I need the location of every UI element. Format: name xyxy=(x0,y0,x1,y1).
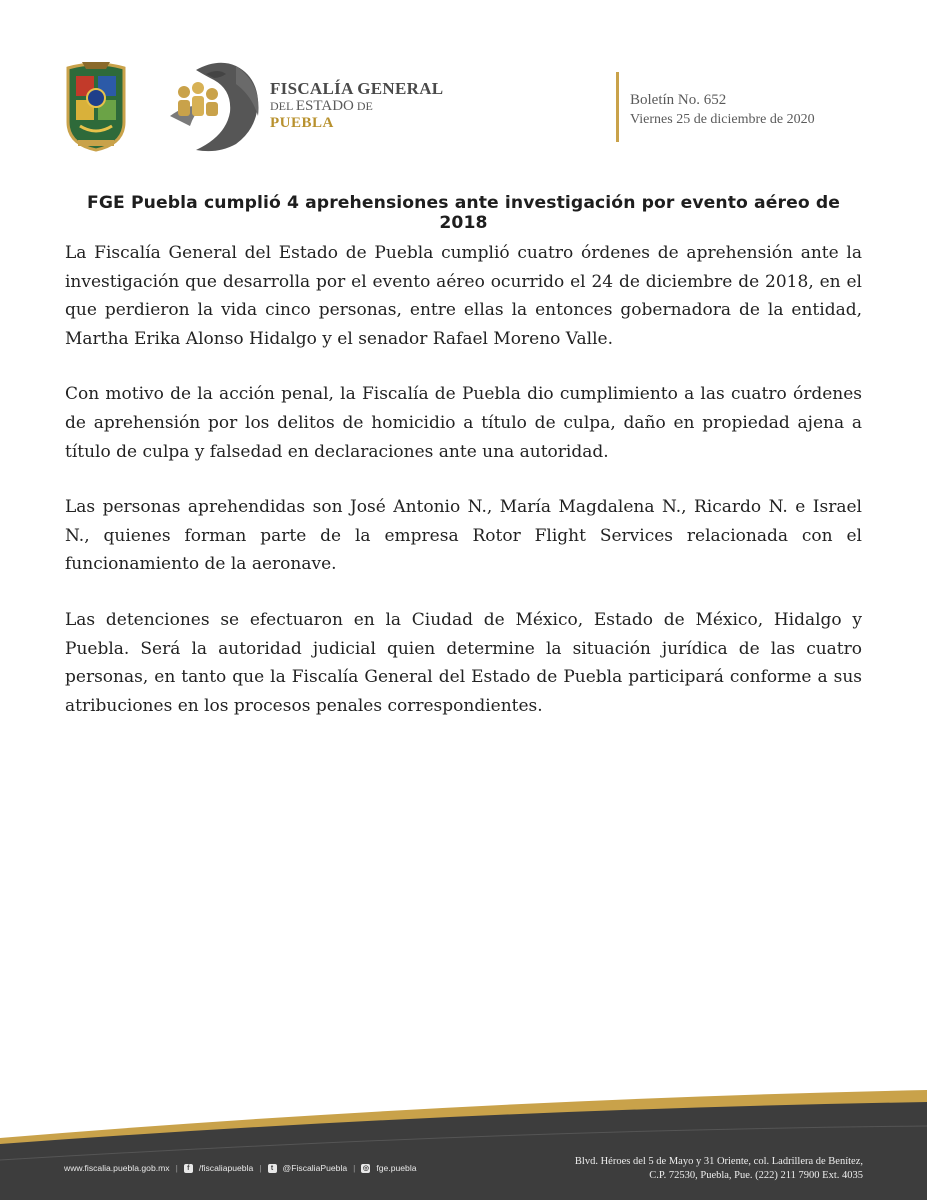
separator: | xyxy=(175,1163,178,1173)
institution-wordmark xyxy=(270,80,450,131)
coat-of-arms-icon xyxy=(62,60,130,152)
instagram-link[interactable]: fge.puebla xyxy=(376,1163,417,1173)
bulletin-info xyxy=(630,90,815,130)
address-line-1: Blvd. Héroes del 5 de Mayo y 31 Oriente, col. Ladrillera de Benítez, xyxy=(574,1156,863,1167)
footer-address xyxy=(575,1155,863,1183)
paragraph-1: La Fiscalía General del Estado de Puebla cumplió cuatro órdenes de aprehensión ante la investigación que desarrolla por el evento aéreo ocurrido el 24 de diciembre de 2018, en el que perdieron la vida cinco personas, entre ellas la entonces gobernadora de la entidad, Martha Erika Alonso Hidalgo y el senador Rafael Moreno Valle. xyxy=(65,243,862,349)
paragraph-3: Las personas aprehendidas son José Antonio N., María Magdalena N., Ricardo N. e Israel N., quienes forman parte de la empresa Rotor Flight Services relacionada con el funcionamiento de la aeronave. xyxy=(65,497,862,575)
bulletin-number: Boletín No. 652 xyxy=(630,92,727,108)
brand-line-2-prefix: DEL xyxy=(270,99,296,113)
address-line-2: C.P. 72530, Puebla, Pue. (222) 211 7900 Ext. 4035 xyxy=(649,1170,863,1181)
article-title: FGE Puebla cumplió 4 aprehensiones ante investigación por evento aéreo de 2018 xyxy=(87,193,840,233)
twitter-link[interactable]: @FiscaliaPuebla xyxy=(282,1163,348,1173)
brand-line-2-main: ESTADO xyxy=(295,98,354,114)
website-link[interactable]: www.fiscalia.puebla.gob.mx xyxy=(64,1163,170,1173)
facebook-icon: f xyxy=(184,1164,193,1173)
brand-line-1: FISCALÍA GENERAL xyxy=(270,79,444,98)
bulletin-date: Viernes 25 de diciembre de 2020 xyxy=(630,112,815,127)
separator: | xyxy=(353,1163,356,1173)
article-body xyxy=(65,239,862,747)
paragraph-4: Las detenciones se efectuaron en la Ciudad de México, Estado de México, Hidalgo y Puebla. Será la autoridad judicial quien determine la situación jurídica de las cuatro personas, en tanto que la Fiscalía General del Estado de Puebla participará conforme a sus atribuciones en los procesos penales correspondientes. xyxy=(65,609,862,716)
twitter-icon: t xyxy=(268,1164,277,1173)
separator: | xyxy=(259,1163,262,1173)
brand-line-2-suffix: DE xyxy=(353,99,373,113)
facebook-link[interactable]: /fiscaliapuebla xyxy=(198,1163,254,1173)
brand-line-3: PUEBLA xyxy=(270,115,334,131)
brand-line-2 xyxy=(270,98,450,115)
instagram-icon: ◎ xyxy=(362,1164,369,1172)
letterhead xyxy=(0,0,927,170)
bulletin-divider xyxy=(616,72,619,142)
footer-social-links xyxy=(64,1163,417,1173)
paragraph-2: Con motivo de la acción penal, la Fiscalía de Puebla dio cumplimiento a las cuatro órdenes de aprehensión por los delitos de homicidio a título de culpa, daño en propiedad ajena a título de culpa y falsedad en declaraciones ante una autoridad. xyxy=(65,384,862,462)
eagle-emblem-icon xyxy=(166,56,270,156)
